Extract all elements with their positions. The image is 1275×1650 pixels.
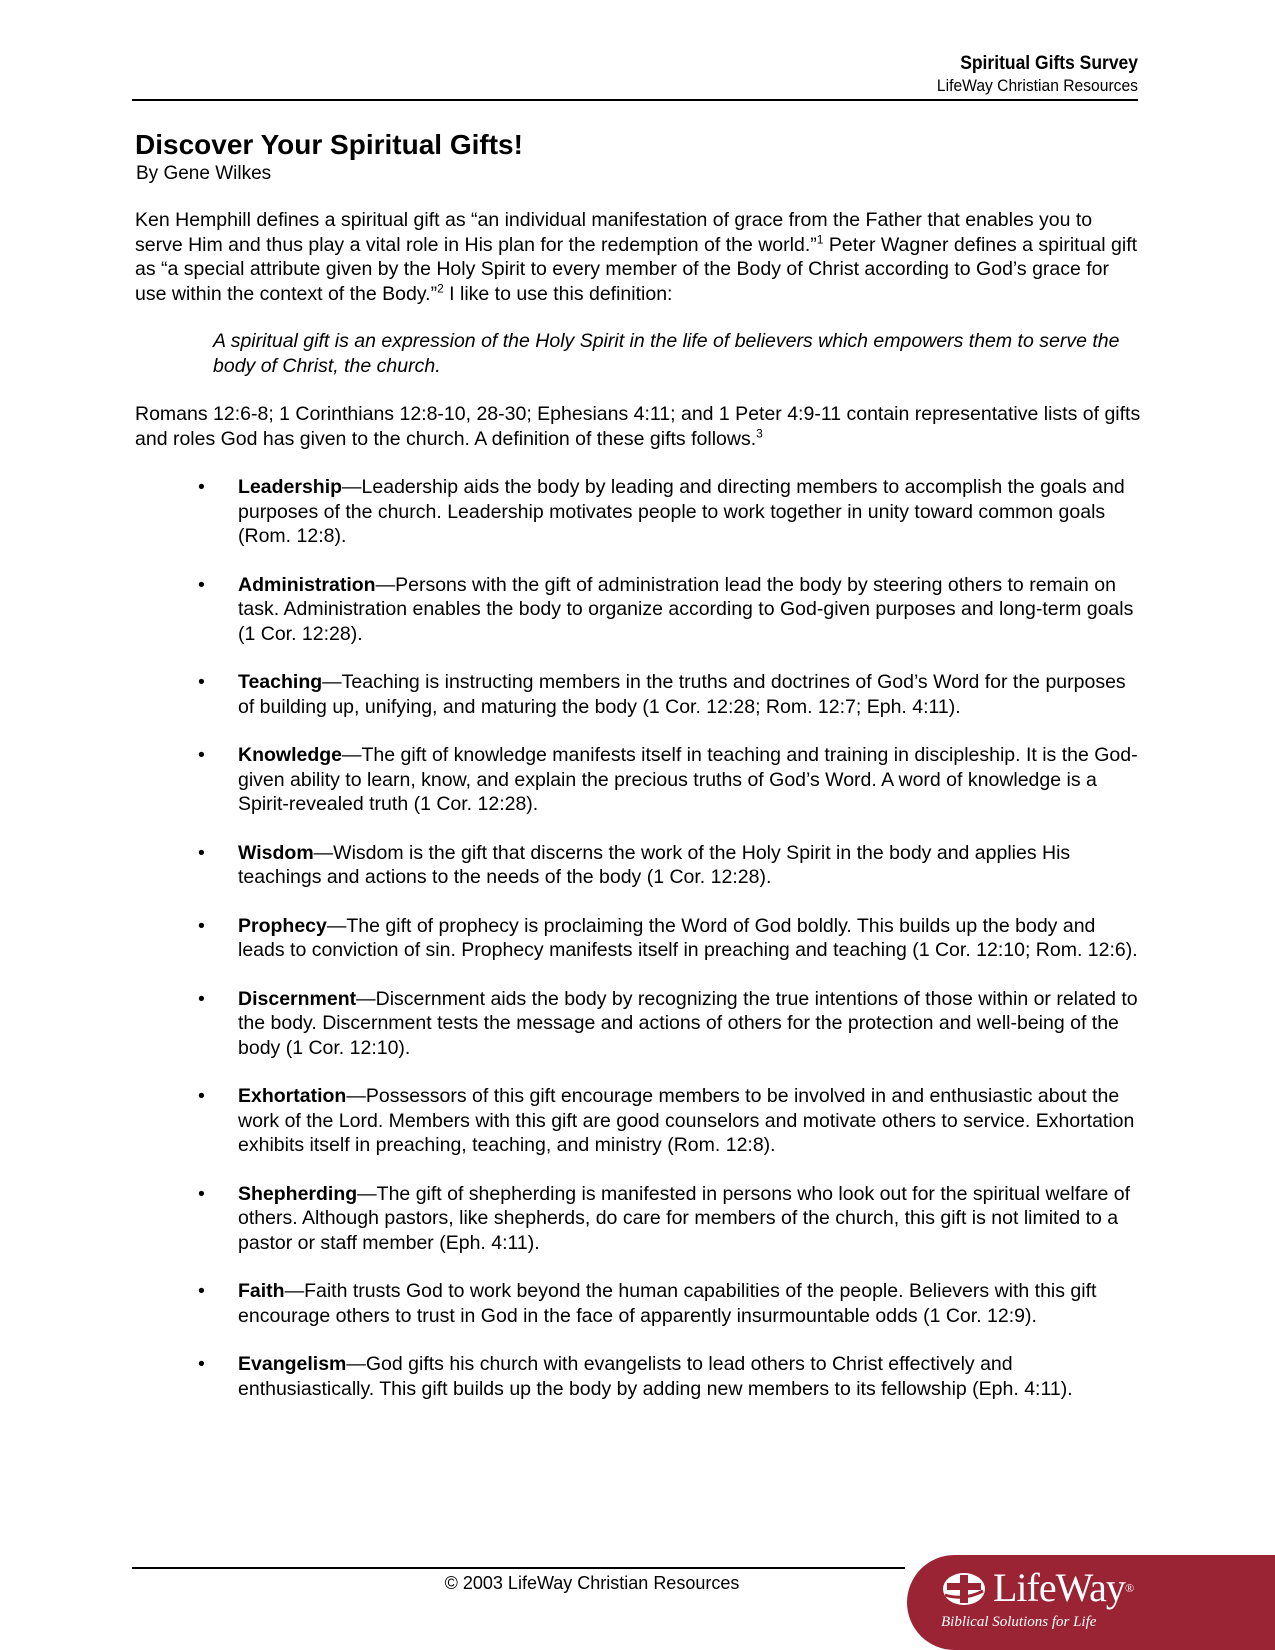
gift-term: Faith — [238, 1280, 285, 1302]
logo-wordmark — [993, 1565, 1133, 1611]
gift-term: Teaching — [238, 671, 323, 693]
gift-definition: —Wisdom is the gift that discerns the work of the Holy Spirit in the body and applies His teachings and actions to the needs of the body (1 Cor. 12:28). — [238, 841, 1071, 888]
logo-trademark: ® — [1124, 1581, 1134, 1595]
gift-definition: —The gift of knowledge manifests itself in teaching and training in discipleship. It is the God-given ability to learn, know, and explain the precious truths of God’s Word. A word of knowledge is a Spirit-revealed truth (1 Cor. 12:28). — [238, 744, 1138, 815]
header-title: Spiritual Gifts Survey — [960, 53, 1138, 74]
bullet-icon: • — [198, 476, 205, 498]
bullet-icon: • — [198, 744, 205, 766]
list-item — [135, 573, 1145, 647]
list-item — [135, 914, 1145, 963]
intro-text-3: I like to use this definition: — [443, 282, 673, 305]
gift-definition: —God gifts his church with evangelists to lead others to Christ effectively and enthusiastically. This gift builds up the body by adding new members to its fellowship (Eph. 4:11). — [238, 1353, 1073, 1400]
article-title: Discover Your Spiritual Gifts! — [135, 129, 523, 160]
bullet-icon: • — [198, 987, 205, 1010]
bullet-icon: • — [198, 1280, 205, 1302]
gift-definition: —Persons with the gift of administration lead the body by steering others to remain on task. Administration enables the body to organize according to God-given purposes and long-term goals (1 Cor. 12:28). — [238, 573, 1134, 645]
bullet-icon: • — [198, 671, 205, 693]
intro-text-2: Peter Wagner defines a spiritual gift as “a special attribute given by the Holy Spirit to every member of the Body of Christ according to God’s grace for use within the context of the Body.” — [135, 233, 1138, 305]
list-item — [135, 670, 1145, 719]
gift-term: Prophecy — [238, 914, 327, 937]
logo-tagline: Biblical Solutions for Life — [941, 1614, 1097, 1630]
article — [135, 128, 1145, 1425]
logo-wordmark-text: LifeWay — [993, 1565, 1125, 1610]
gift-definition: —Discernment aids the body by recognizing the true intentions of those within or related to the body. Discernment tests the message and actions of others for the protection and well-being of the body (1 Cor. 12:10). — [238, 987, 1138, 1059]
list-item — [135, 1352, 1145, 1401]
bullet-icon: • — [198, 573, 205, 596]
bullet-icon: • — [198, 841, 205, 864]
gift-term: Wisdom — [238, 841, 314, 864]
footnote-ref-1: 1 — [816, 232, 824, 246]
header-subtitle: LifeWay Christian Resources — [936, 76, 1138, 95]
cross-logo-icon — [941, 1571, 987, 1607]
bullet-icon: • — [198, 914, 205, 937]
footnote-ref-3: 3 — [756, 426, 763, 440]
list-item — [135, 1084, 1145, 1158]
intro-text-1: Ken Hemphill defines a spiritual gift as “an individual manifestation of grace from the Father that enables you to serve Him and thus play a vital role in His plan for the redemption of the world.” — [135, 209, 1093, 256]
page-header — [132, 52, 1138, 101]
gift-term: Evangelism — [238, 1353, 347, 1375]
footer-rule — [132, 1567, 905, 1569]
list-item — [135, 987, 1145, 1061]
scripture-lists-paragraph — [135, 402, 1145, 451]
list-item — [135, 841, 1145, 890]
definition-quote: A spiritual gift is an expression of the Holy Spirit in the life of believers which empowers them to serve the body of Christ, the church. — [213, 330, 1120, 377]
gift-definition: —Teaching is instructing members in the truths and doctrines of God’s Word for the purposes of building up, unifying, and maturing the body (1 Cor. 12:28; Rom. 12:7; Eph. 4:11). — [238, 671, 1126, 718]
intro-paragraph — [135, 208, 1145, 306]
bullet-icon: • — [198, 1085, 205, 1107]
footer-copyright: © 2003 LifeWay Christian Resources — [444, 1573, 740, 1593]
gift-term: Discernment — [238, 987, 357, 1010]
footnote-ref-2: 2 — [437, 281, 444, 295]
gift-term: Knowledge — [238, 744, 343, 766]
article-byline: By Gene Wilkes — [136, 163, 272, 184]
gift-term: Leadership — [238, 476, 343, 498]
list-item — [135, 475, 1145, 549]
gift-definition: —The gift of shepherding is manifested in persons who look out for the spiritual welfare of others. Although pastors, like shepherds, do care for members of the church, this gift is not limited to a pastor or staff member (Eph. 4:11). — [238, 1182, 1131, 1254]
gifts-list — [135, 475, 1145, 1401]
list-item — [135, 743, 1145, 817]
scripture-lists-text: Romans 12:6-8; 1 Corinthians 12:8-10, 28-30; Ephesians 4:11; and 1 Peter 4:9-11 contain representative lists of gifts and roles God has given to the church. A definition of these gifts follows. — [135, 403, 1141, 450]
list-item — [135, 1279, 1145, 1328]
list-item — [135, 1182, 1145, 1256]
lifeway-logo — [907, 1555, 1275, 1650]
gift-definition: —Leadership aids the body by leading and directing members to accomplish the goals and purposes of the church. Leadership motivates people to work together in unity toward common goals (Rom. 12:8). — [238, 476, 1125, 547]
gift-definition: —The gift of prophecy is proclaiming the Word of God boldly. This builds up the body and leads to conviction of sin. Prophecy manifests itself in preaching and teaching (1 Cor. 12:10; Rom. 12:6). — [238, 914, 1138, 961]
gift-definition: —Possessors of this gift encourage members to be involved in and enthusiastic about the work of the Lord. Members with this gift are good counselors and motivate others to service. Exhortation exhibits itself in preaching, teaching, and ministry (Rom. 12:8). — [238, 1085, 1135, 1156]
gift-term: Shepherding — [238, 1182, 358, 1205]
bullet-icon: • — [198, 1353, 205, 1375]
gift-term: Administration — [238, 573, 376, 596]
gift-term: Exhortation — [238, 1085, 347, 1107]
bullet-icon: • — [198, 1182, 205, 1205]
gift-definition: —Faith trusts God to work beyond the human capabilities of the people. Believers with this gift encourage others to trust in God in the face of apparently insurmountable odds (1 Cor. 12:9). — [238, 1280, 1097, 1327]
